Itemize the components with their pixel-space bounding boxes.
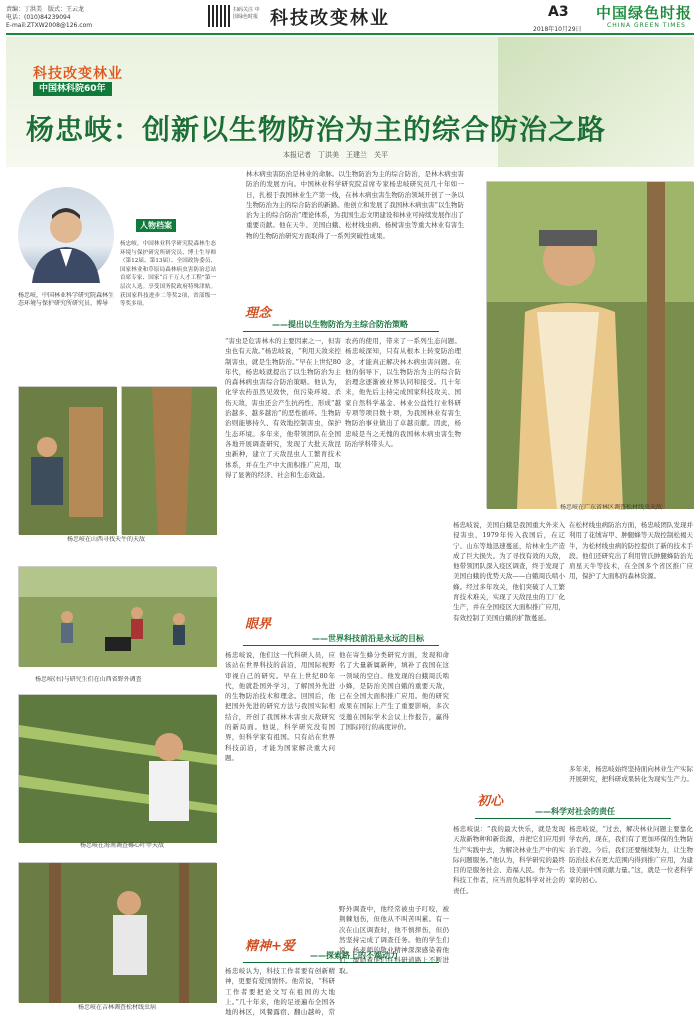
body-p7: 杨忠岐认为，科技工作者要有创新精神，更要有爱国情怀。他常说，“科研工作者要把论文写在祖国的大地上。”几十年来，他的足迹遍布全国各地的林区，风餐露宿、翻山越岭，常 bbox=[225, 967, 335, 1017]
caption-5: 杨忠岐在吉林调查松材线虫病 bbox=[78, 1004, 157, 1011]
profile-caption: 杨忠岐，中国林业科学研究院森林生态环境与保护研究所研究员、博导 bbox=[18, 292, 114, 307]
masthead-info bbox=[6, 6, 106, 30]
editor-line: 责编：丁洪美 版式：王云龙 bbox=[6, 6, 85, 13]
main-photo-caption: 杨忠岐在广东省林区调查松材线虫天敌 bbox=[560, 504, 663, 511]
caption-4: 杨忠岐在海南调查椰心叶甲天敌 bbox=[80, 842, 165, 849]
newspaper-logo-en: CHINA GREEN TIMES bbox=[607, 22, 686, 29]
qr-caption: 扫码关注 中国绿色时报 bbox=[233, 7, 260, 20]
caption-1: 杨忠岐在山西寻找天牛的天敌 bbox=[67, 536, 146, 543]
section-4-subtitle: ——科学对社会的责任 bbox=[535, 807, 615, 816]
masthead-rule bbox=[6, 33, 694, 35]
profile-tag: 人物档案 bbox=[136, 219, 176, 232]
phone-line: 电话：(010)84239094 bbox=[6, 14, 71, 21]
section-2-subtitle: ——世界科技前沿是永远的目标 bbox=[312, 634, 424, 643]
newspaper-logo: 中国绿色时报 bbox=[596, 4, 693, 22]
body-p5: 杨忠岐说，美国白蛾是我国重大外来入侵害虫，1979年传入我国后，在辽宁、山东等地迅速蔓延，给林业生产造成了巨大损失。为了寻找有效的天敌，他带领团队深入疫区调查，终于发现了美国白蛾的优势天敌——白蛾周氏啮小蜂。经过多年攻关，他们突破了人工繁育技术难关，实现了天敌昆虫的工厂化生产，并在全国疫区大面积推广应用，有效控制了美国白蛾的扩散蔓延。 bbox=[453, 521, 565, 622]
body-p2: 农药的使用，带来了一系列生态问题。杨忠岐深知，只有从根本上转变防治理念，才能真正解决林木病虫害问题。在他的倡导下，以生物防治为主的综合防治理念逐渐被业界认同和接受。几十年来，他先后主持完成国家科技攻关、国家自然科学基金、林业公益性行业科研专项等项目数十项，为我国林业有害生物防治事业做出了卓越贡献。因此，杨忠岐是当之无愧的我国林木病虫害生物防治学科带头人。 bbox=[345, 337, 461, 448]
section-2-rule bbox=[243, 645, 439, 646]
body-p6: 在松材线虫病防治方面，杨忠岐团队发现并利用了花绒寄甲、肿腿蜂等天敌控制松褐天牛，为松材线虫病的防控提供了新的技术手段。他们还研究出了利用管氏肿腿蜂防治光肩星天牛等技术，在全国多个省区推广应用，保护了大面积的森林资源。 bbox=[569, 521, 693, 581]
palm-photo-icon bbox=[19, 695, 217, 843]
portrait-photo bbox=[18, 187, 114, 283]
body-p11: 杨忠岐说，“过去，解决林业问题主要靠化学农药，现在，我们有了更加环保的生物防治手段。今后，我们还要继续努力，让生物防治技术在更大范围内得到推广应用，为建设美丽中国贡献力量。”这，就是一位老科学家的初心。 bbox=[569, 825, 693, 885]
field-photo-icon bbox=[19, 387, 117, 535]
series-subtitle: 中国林科院60年 bbox=[33, 82, 112, 96]
caption-3: 杨忠岐(右)与研究生们在山西省野外调查 bbox=[35, 676, 142, 683]
body-p1: “害虫是危害林木的主要因素之一，但害虫也有天敌。”杨忠岐说，“利用天敌来控制害虫，就是生物防治。”早在上世纪80年代，杨忠岐就提出了以生物防治为主的森林病虫害综合防治策略。他认为，化学农药虽然见效快，但污染环境、杀伤天敌，害虫还会产生抗药性，形成“越治越多、越多越治”的恶性循环。生物防治则能够持久、有效地控制害虫，保护生态环境。多年来，他带领团队在全国各地开展调查研究，发现了大批天敌昆虫新种，建立了天敌昆虫人工繁育技术体系，并在生产中大面积推广应用，取得了显著的经济、社会和生态效益。 bbox=[225, 337, 341, 479]
body-p9: 杨忠岐说：“我的最大快乐，就是发现天敌新物种和新资源，并把它们应用到生产实践中去，为解决林业生产中的实际问题服务。”他认为，科学研究的最终目的是服务社会、造福人民。作为一名科技工作者，应当肩负起科学对社会的责任。 bbox=[453, 825, 565, 895]
section-title: 科技改变林业 bbox=[270, 8, 390, 29]
photo-pine bbox=[18, 862, 216, 1002]
photo-trunk-closeup bbox=[121, 386, 216, 534]
qr-code-icon bbox=[208, 5, 230, 27]
photo-tree-trunk bbox=[18, 386, 116, 534]
section-3-subtitle: ——探索路上的不竭动力 bbox=[310, 951, 398, 960]
section-2-title: 眼界 bbox=[245, 617, 272, 632]
section-1-title: 理念 bbox=[245, 306, 272, 321]
section-1-rule bbox=[243, 331, 439, 332]
section-1-subtitle: ——提出以生物防治为主综合防治策略 bbox=[272, 320, 408, 329]
researcher-photo-icon bbox=[487, 182, 694, 509]
person-icon bbox=[18, 187, 114, 283]
photo-palm bbox=[18, 694, 216, 842]
page-date: 2018年10月29日 bbox=[533, 26, 582, 33]
section-4-rule bbox=[475, 818, 671, 819]
section-3-title: 精神+爱 bbox=[245, 939, 295, 954]
body-p10: 多年来，杨忠岐始终坚持面向林业生产实际开展研究，把科研成果转化为现实生产力。 bbox=[569, 765, 693, 784]
series-title: 科技改变林业 bbox=[33, 66, 123, 82]
section-4-title: 初心 bbox=[477, 794, 504, 809]
trunk-photo-icon bbox=[122, 387, 217, 535]
body-p8: 野外调查中，他经常被虫子叮咬，被荆棘划伤，但他从不叫苦叫累。有一次在山区调查时，他不慎摔伤，但仍然坚持完成了调查任务。他的学生们说，杨老师的敬业精神深深感染着他们，激励着他们在科研道路上不断进取。 bbox=[339, 905, 449, 975]
page-number: A3 bbox=[548, 4, 569, 20]
body-p3: 杨忠岐说，他们这一代科研人员，应该站在世界科技的前沿，用国际视野审视自己的研究。早在上世纪80年代，他就赴国外学习，了解国外先进的生物防治技术和理念。回国后，他把国外先进的研究方法与我国实际相结合，开创了我国林木害虫天敌研究的新局面。他说，科学研究没有国界，但科学家有祖国。只有站在世界科技前沿，才能为国家解决重大问题。 bbox=[225, 651, 335, 762]
headline: 杨忠岐：创新以生物防治为主的综合防治之路 bbox=[26, 113, 607, 146]
photo-team-field bbox=[18, 566, 216, 666]
byline: 本报记者 丁洪美 王建兰 关平 bbox=[283, 151, 388, 159]
main-photo bbox=[486, 181, 693, 508]
email-line: E-mail:ZTXW2008@126.com bbox=[6, 22, 93, 29]
profile-text: 杨忠岐，中国林业科学研究院森林生态环境与保护研究所研究员、博士生导师（第12届、第13届）、全国政协委员、国家林业和草原局森林病虫害防治总站首席专家、国家“百千万人才工程”第一层次人选。享受国务院政府特殊津贴。获国家科技进步二等奖2项，省部级一等奖多项。 bbox=[120, 241, 216, 308]
pine-photo-icon bbox=[19, 863, 217, 1003]
intro-text: 林木病虫害防治是林业的命脉。以生物防治为主的综合防治，是林木病虫害防治的发展方向。中国林业科学研究院首席专家杨忠岐研究员几十年如一日，扎根于我国林业生产第一线，在林木病虫害生物防治领域开创了一条以生物防治为主的综合防治的新路。他创立和发展了我国林木病虫害“以生物防治为主的综合防治”理论体系，为我国生态文明建设和林业可持续发展作出了重要贡献。他在天牛、美国白蛾、松材线虫病、杨树害虫等重大林业有害生物的生物防治研究方面取得了一系列突破性成果。 bbox=[246, 170, 464, 240]
body-p4: 他在寄生蜂分类研究方面，发现和命名了大量新属新种，填补了我国在这一领域的空白。他发现的白蛾周氏啮小蜂，是防治美国白蛾的重要天敌，已在全国大面积推广应用。他的研究成果在国际上产生了重要影响，多次受邀在国际学术会议上作报告，赢得了国际同行的高度评价。 bbox=[339, 651, 449, 732]
team-photo-icon bbox=[19, 567, 217, 667]
